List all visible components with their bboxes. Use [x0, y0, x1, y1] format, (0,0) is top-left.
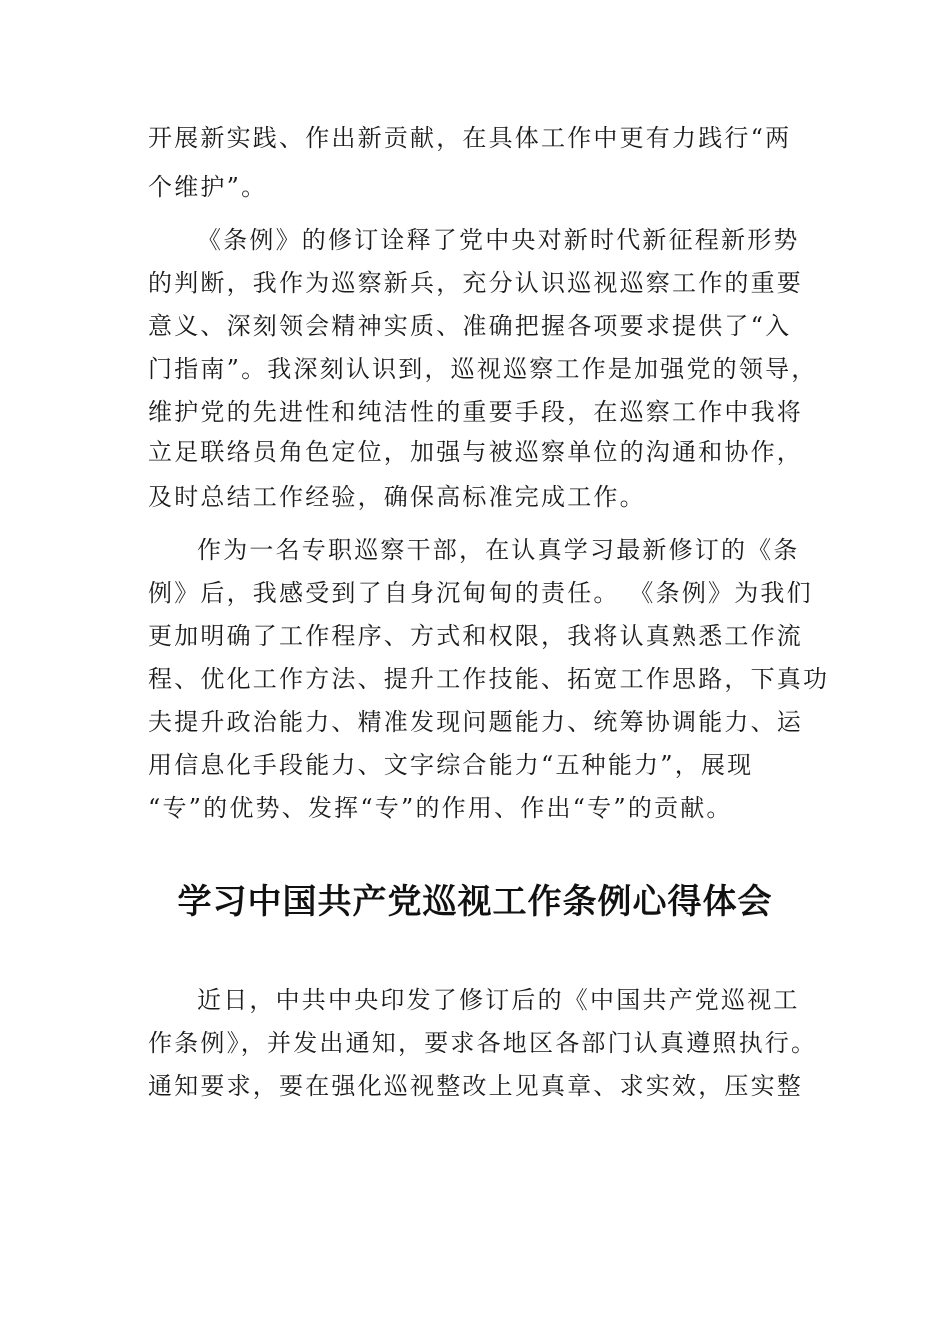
- paragraph-line: 例》后，我感受到了自身沉甸甸的责任。 《条例》为我们: [148, 579, 813, 607]
- paragraph-line: 程、优化工作方法、提升工作技能、拓宽工作思路，下真功: [148, 665, 830, 693]
- paragraph-line: 近日，中共中央印发了修订后的《中国共产党巡视工: [197, 986, 800, 1014]
- paragraph-line: 通知要求，要在强化巡视整改上见真章、求实效，压实整: [148, 1072, 803, 1100]
- paragraph-line: 立足联络员角色定位，加强与被巡察单位的沟通和协作，: [148, 438, 803, 466]
- paragraph-line: 更加明确了工作程序、方式和权限，我将认真熟悉工作流: [148, 622, 803, 650]
- paragraph-line: 夫提升政治能力、精准发现问题能力、统筹协调能力、运: [148, 708, 803, 736]
- paragraph-line: 《条例》的修订诠释了党中央对新时代新征程新形势: [197, 226, 800, 254]
- paragraph-line: 个维护”。: [148, 173, 268, 201]
- paragraph-line: 门指南”。我深刻认识到，巡视巡察工作是加强党的领导，: [148, 355, 818, 383]
- paragraph-line: 作条例》，并发出通知，要求各地区各部门认真遵照执行。: [148, 1029, 818, 1057]
- paragraph-line: 用信息化手段能力、文字综合能力“五种能力”，展现: [148, 751, 754, 779]
- paragraph-line: 意义、深刻领会精神实质、准确把握各项要求提供了“入: [148, 312, 792, 340]
- paragraph-line: 作为一名专职巡察干部，在认真学习最新修订的《条: [197, 536, 800, 564]
- paragraph-line: “专”的优势、发挥“专”的作用、作出“专”的贡献。: [148, 794, 733, 822]
- article-title: 学习中国共产党巡视工作条例心得体会: [177, 882, 773, 922]
- paragraph-line: 维护党的先进性和纯洁性的重要手段，在巡察工作中我将: [148, 398, 803, 426]
- paragraph-line: 开展新实践、作出新贡献，在具体工作中更有力践行“两: [148, 124, 792, 152]
- paragraph-line: 的判断，我作为巡察新兵，充分认识巡视巡察工作的重要: [148, 269, 803, 297]
- paragraph-line: 及时总结工作经验，确保高标准完成工作。: [148, 483, 646, 511]
